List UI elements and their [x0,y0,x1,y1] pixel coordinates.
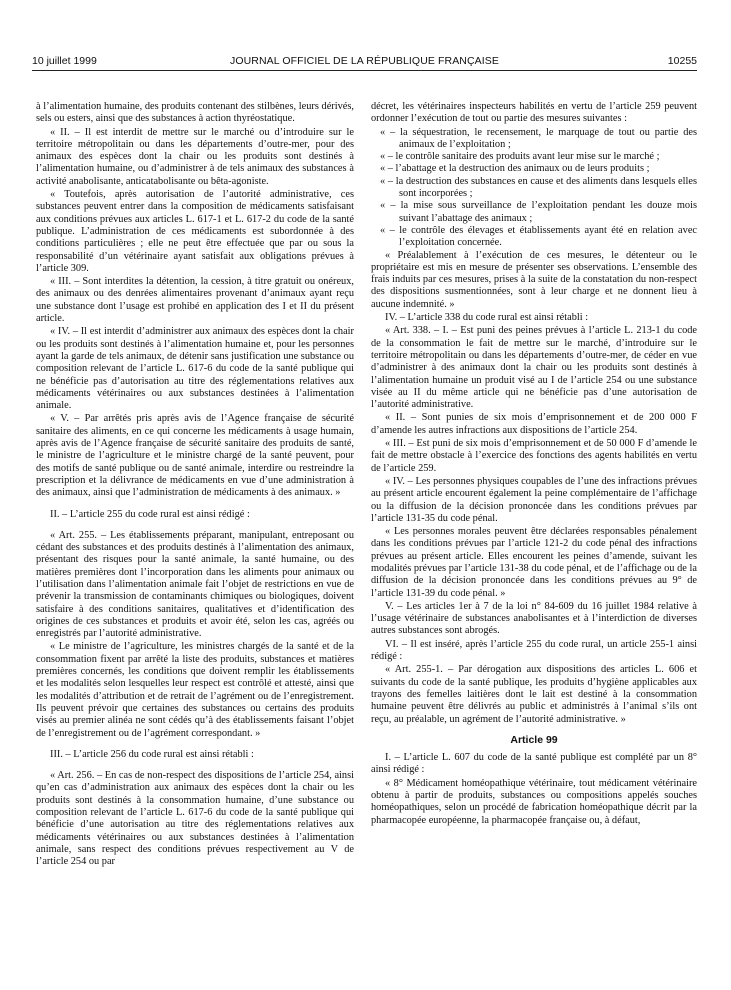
paragraph: « Préalablement à l’exécution de ces mesures, le détenteur ou le propriétaire est mis en mesure de présenter ses observations. L’ensemble des frais induits par ces mesures, prises à la suite de la constatation du non-respect des dispositions susmentionnées, sont à leur charge et ne donnent lieu à aucune indemnité. » [371,249,697,310]
paragraph: IV. – L’article 338 du code rural est ainsi rétabli : [385,312,589,324]
paragraph: « III. – Sont interdites la détention, la cession, à titre gratuit ou onéreux, des animaux ou des denrées alimentaires provenant d’animaux ayant reçu une substance dont l’usage est prohibé en application des I et II du présent article. [36,276,354,325]
paragraph: V. – Les articles 1er à 7 de la loi n° 84-609 du 16 juillet 1984 relative à l’usage vétérinaire de substances anabolisantes et à l’interdiction de diverses autres substances sont abrogés. [371,600,697,637]
paragraph: I. – L’article L. 607 du code de la santé publique est complété par un 8° ainsi rédigé : [371,752,697,776]
header-title: JOURNAL OFFICIEL DE LA RÉPUBLIQUE FRANÇAISE [230,55,499,67]
article-heading: Article 99 [510,733,558,746]
paragraph: « Art. 255. – Les établissements préparant, manipulant, entreposant ou cédant des substances et des produits destinés à l’alimentation des animaux, présentant des risques pour la santé animale, la santé humaine, ou des matières premières dont l’incorporation dans les aliments pour animaux ou l’utilisation dans l’alimentation animale fait l’objet de restrictions en vue de prévenir la transmission de contaminants chimiques ou biologiques, doivent satisfaire à des conditions sanitaires, qualitatives et d’identification des origines de ces substances et produits et avoir été, selon les cas, agréés ou enregistrés par l’autorité administrative. [36,529,354,640]
header-rule [32,70,697,71]
paragraph: « V. – Par arrêtés pris après avis de l’Agence française de sécurité sanitaire des aliments, en ce qui concerne les médicaments à usage humain, après avis de l’Agence française de sécurité sanitaire des produits de santé, le ministre de l’agriculture et le ministre chargé de la santé peuvent, pour des motifs de santé publique ou de santé animale, interdire ou restreindre la prescription et la délivrance de médicaments en vue d’une administration à des animaux, ainsi que l’administration de médicaments à des animaux. » [36,413,354,499]
paragraph: « Art. 255-1. – Par dérogation aux dispositions des articles L. 606 et suivants du code de la santé publique, les produits d’hygiène applicables aux trayons des femelles laitières dont le lait est destiné à la consommation humaine peuvent être délivrés au public et administrés à l’animal s’ils ont reçu, au préalable, un agrément de l’autorité administrative. » [371,664,697,725]
list-item: « – la mise sous surveillance de l’exploitation pendant les douze mois suivant l’abattage des animaux ; [380,200,697,224]
paragraph: « Toutefois, après autorisation de l’autorité administrative, ces substances peuvent entrer dans la composition de médicaments satisfaisant aux conditions prévues aux articles L. 617-1 et L. 617-2 du code de la santé publique. L’administration de ces médicaments est subordonnée à des conditions particulières ; elle ne peut être effectuée que par ou sous la responsabilité d’un vétérinaire ayant satisfait aux obligations prévues à l’article 309. [36,189,354,274]
paragraph: III. – L’article 256 du code rural est ainsi rétabli : [50,748,254,760]
paragraph: décret, les vétérinaires inspecteurs habilités en vertu de l’article 259 peuvent ordonner l’exécution de tout ou partie des mesures suivantes : [371,101,697,125]
list-item: « – le contrôle sanitaire des produits avant leur mise sur le marché ; [380,151,660,163]
list-item: « – le contrôle des élevages et établissements ayant été en relation avec l’exploitation concernée. [380,224,697,249]
paragraph: « II. – Sont punies de six mois d’emprisonnement et de 200 000 F d’amende les autres infractions aux dispositions de l’article 254. [371,412,697,436]
list-item: « – l’abattage et la destruction des animaux ou de leurs produits ; [380,163,650,175]
paragraph: « Art. 256. – En cas de non-respect des dispositions de l’article 254, ainsi qu’en cas d’administration aux animaux des espèces dont la chair ou les produits sont destinés à la consommation humaine, d’une substance ou composition relevant de l’article L. 617-6 du code de la santé publique qui bénéficie d’une autorisation au titre des réglementations relatives aux médicaments vétérinaires ou aux substances destinées à l’alimentation animale, sans respect des conditions prévues respectivement au V de l’article 254 ou par [36,770,354,868]
paragraph: II. – L’article 255 du code rural est ainsi rédigé : [50,508,250,520]
measures-list [371,127,697,250]
page-header [32,53,697,71]
paragraph: « III. – Est puni de six mois d’emprisonnement et de 50 000 F d’amende le fait de mettre obstacle à l’exercice des fonctions des agents habilités en vertu de l’article 259. [371,438,697,474]
header-date: 10 juillet 1999 [32,55,97,67]
left-column [36,101,354,981]
paragraph: VI. – Il est inséré, après l’article 255 du code rural, un article 255-1 ainsi rédigé : [371,638,697,663]
paragraph: « IV. – Les personnes physiques coupables de l’une des infractions prévues au présent article encourent également la peine complémentaire de l’affichage ou la diffusion de la décision prononcée dans les conditions prévues par l’article 131-35 du code pénal. [371,475,697,524]
right-column [371,101,697,981]
paragraph: « Art. 338. – I. – Est puni des peines prévues à l’article L. 213-1 du code de la consommation le fait de mettre sur le marché, d’introduire sur le territoire métropolitain ou dans les départements d’outre-mer, de céder en vue d’administrer à des animaux dont la chair ou les produits sont destinés à l’alimentation humaine un produit visé au I de l’article 254 ou une substance visée au II du même article qui ne bénéficie pas d’une autorisation de l’autorité administrative. [371,325,697,411]
paragraph: « Le ministre de l’agriculture, les ministres chargés de la santé et de la consommation fixent par arrêté la liste des produits, substances et matières premières concernés, les conditions que doivent remplir les établissements et les modalités selon lesquelles leur respect est contrôlé et attesté, ainsi que les modalités d’attribution et de retrait de l’agrément ou de l’enregistrement. Ils peuvent prévoir que certaines des substances ou certains des produits visés au premier alinéa ne sont cédés qu’à des établissements faisant l’objet de l’enregistrement ou de l’agrément correspondant. » [36,641,354,739]
paragraph: « IV. – Il est interdit d’administrer aux animaux des espèces dont la chair ou les produits sont destinés à l’alimentation humaine et, pour les personnes ayant la garde de tels animaux, de détenir sans justification une substance ou composition relevant de l’article L. 617-6 du code de la santé publique qui ne bénéficie pas d’autorisation au titre des réglementations relatives aux médicaments vétérinaires ou aux substances destinées à l’alimentation animale. [36,326,354,412]
paragraph: à l’alimentation humaine, des produits contenant des stilbènes, leurs dérivés, sels ou esters, ainsi que des substances à action thyréostatique. [36,101,354,125]
list-item: « – la séquestration, le recensement, le marquage de tout ou partie des animaux de l’exploitation ; [380,126,697,150]
paragraph: « 8° Médicament homéopathique vétérinaire, tout médicament vétérinaire obtenu à partir de produits, substances ou compositions appelés souches homéopathiques, selon un procédé de fabrication homéopathique décrit par la pharmacopée européenne, la pharmacopée française ou, à défaut, [371,777,697,826]
header-page-number: 10255 [667,55,697,67]
list-item: « – la destruction des substances en cause et des aliments dans lesquels elles sont incorporées ; [380,175,697,200]
paragraph: « II. – Il est interdit de mettre sur le marché ou d’introduire sur le territoire métropolitain ou dans les départements d’outre-mer, pour des animaux des espèces dont la chair ou les produits sont destinés à l’alimentation humaine, ou d’administrer à de tels animaux des substances à activité anabolisante, anticatabolisante ou bêta-agoniste. [36,126,354,187]
paragraph: « Les personnes morales peuvent être déclarées responsables pénalement dans les conditions prévues par l’article 121-2 du code pénal des infractions prévues au présent article. Elles encourent les peines d’amende, suivant les modalités prévues par l’article 131-38 du code pénal, et de l’affichage ou de la diffusion de la décision prononcée dans les conditions prévues au 9° de l’article 131-39 du code pénal. » [371,526,697,599]
